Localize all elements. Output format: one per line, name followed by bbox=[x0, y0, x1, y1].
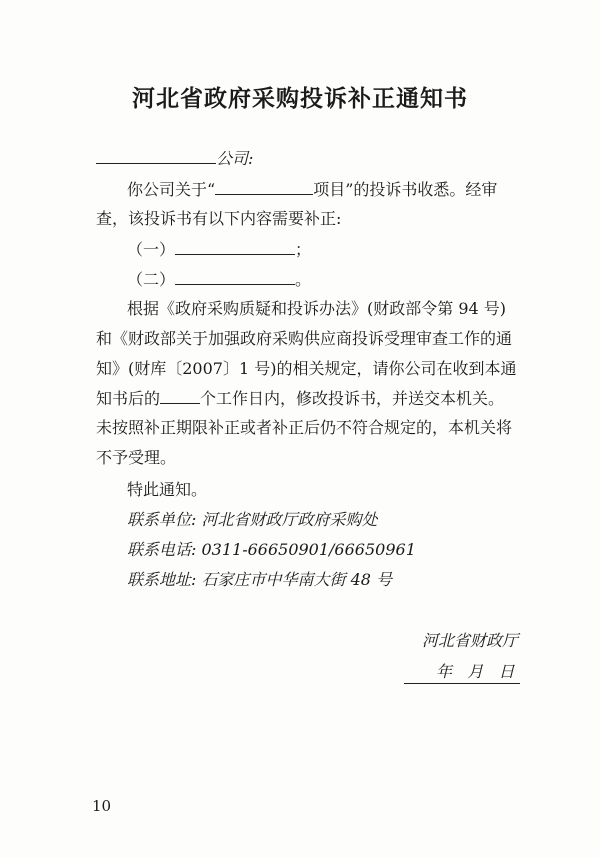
document-title: 河北省政府采购投诉补正通知书 bbox=[132, 86, 468, 112]
para2-text-a: 知书后的 bbox=[96, 389, 161, 408]
item-2-label: （二） bbox=[127, 270, 176, 289]
para1-text-a: 你公司关于“ bbox=[127, 180, 216, 199]
para2-line3: 知》(财库〔2007〕1 号)的相关规定，请你公司在收到本通 bbox=[96, 359, 517, 378]
contact-unit: 联系单位: 河北省财政厅政府采购处 bbox=[127, 510, 378, 529]
para2-line2: 和《财政部关于加强政府采购供应商投诉受理审查工作的通 bbox=[96, 329, 513, 348]
item-1 bbox=[127, 239, 311, 260]
salutation-line bbox=[96, 148, 253, 169]
item-2 bbox=[127, 269, 311, 290]
signature-organization: 河北省财政厅 bbox=[422, 631, 519, 650]
para2-line1: 根据《政府采购质疑和投诉办法》(财政部令第 94 号) bbox=[127, 299, 507, 318]
page-number: 10 bbox=[92, 797, 112, 815]
para2-line6: 不予受理。 bbox=[96, 448, 177, 467]
company-name-blank bbox=[96, 148, 216, 164]
para2-line5: 未按照补正期限补正或者补正后仍不符合规定的，本机关将 bbox=[96, 418, 513, 437]
item-1-end: ； bbox=[295, 240, 312, 259]
para1-line1 bbox=[127, 179, 497, 200]
para2-text-b: 个工作日内，修改投诉书，并送交本机关。 bbox=[200, 389, 505, 408]
para2-line4 bbox=[96, 388, 504, 409]
project-name-blank bbox=[215, 179, 313, 195]
contact-phone: 联系电话: 0311-66650901/66650961 bbox=[127, 540, 416, 559]
para1-line2: 查，该投诉书有以下内容需要补正: bbox=[96, 209, 342, 228]
closing-text: 特此通知。 bbox=[127, 480, 208, 499]
para1-text-b: 项目”的投诉书收悉。经审 bbox=[313, 180, 498, 199]
item-2-end: 。 bbox=[295, 270, 312, 289]
signature-date: 年 月 日 bbox=[436, 662, 515, 681]
salutation-suffix: 公司: bbox=[216, 149, 254, 168]
days-blank bbox=[160, 388, 200, 404]
contact-address: 联系地址: 石家庄市中华南大街 48 号 bbox=[127, 570, 393, 589]
item-2-blank bbox=[175, 269, 295, 285]
item-1-blank bbox=[175, 239, 295, 255]
item-1-label: （一） bbox=[127, 240, 176, 259]
